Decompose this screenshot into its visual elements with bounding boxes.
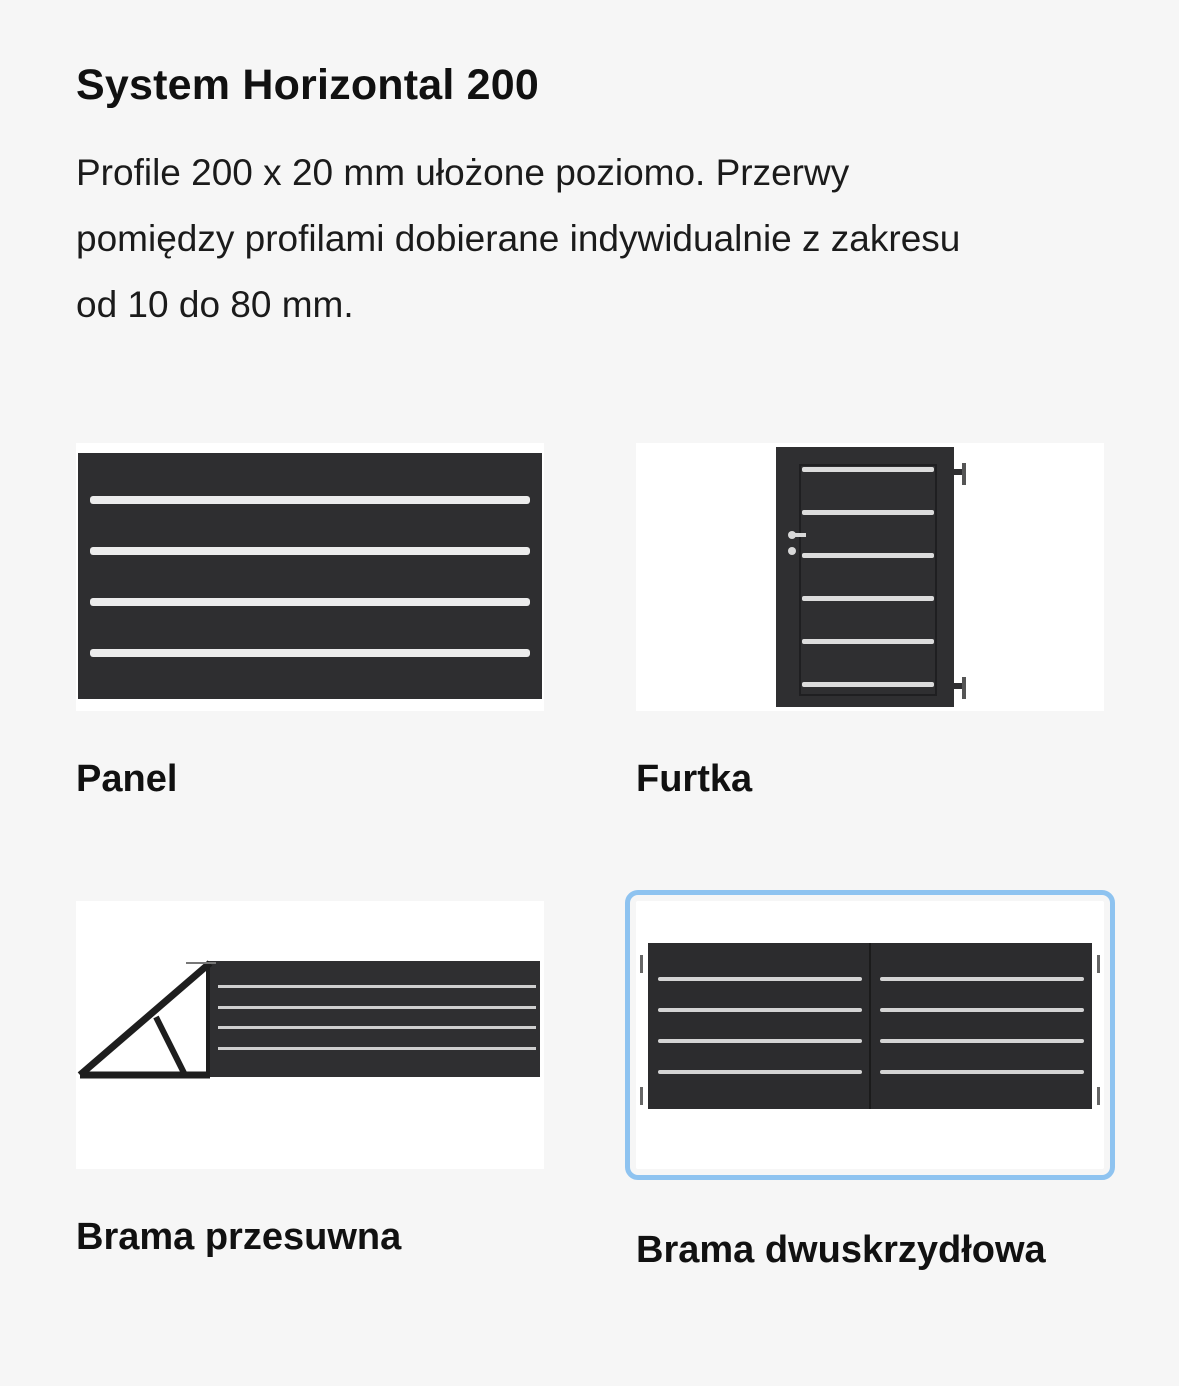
product-card-furtka[interactable] [636, 443, 1104, 803]
product-card-panel[interactable] [76, 443, 544, 803]
product-label-brama-przesuwna: Brama przesuwna [76, 1216, 402, 1258]
product-label-panel: Panel [76, 758, 178, 800]
gate-door-image [636, 443, 1104, 711]
product-label-brama-dwuskrzydlowa: Brama dwuskrzydłowa [636, 1229, 1046, 1271]
product-label-furtka: Furtka [636, 758, 753, 800]
double-gate-image [636, 901, 1104, 1169]
section-description: Profile 200 x 20 mm ułożone poziomo. Przerwy pomiędzy profilami dobierane indywidualnie z zakresu od 10 do 80 mm. [76, 152, 961, 325]
section-title: System Horizontal 200 [76, 61, 540, 109]
product-card-brama-dwuskrzydlowa[interactable] [636, 901, 1104, 1274]
sliding-gate-image [76, 901, 544, 1169]
fence-panel-image [76, 443, 544, 711]
product-card-brama-przesuwna[interactable] [76, 901, 544, 1261]
